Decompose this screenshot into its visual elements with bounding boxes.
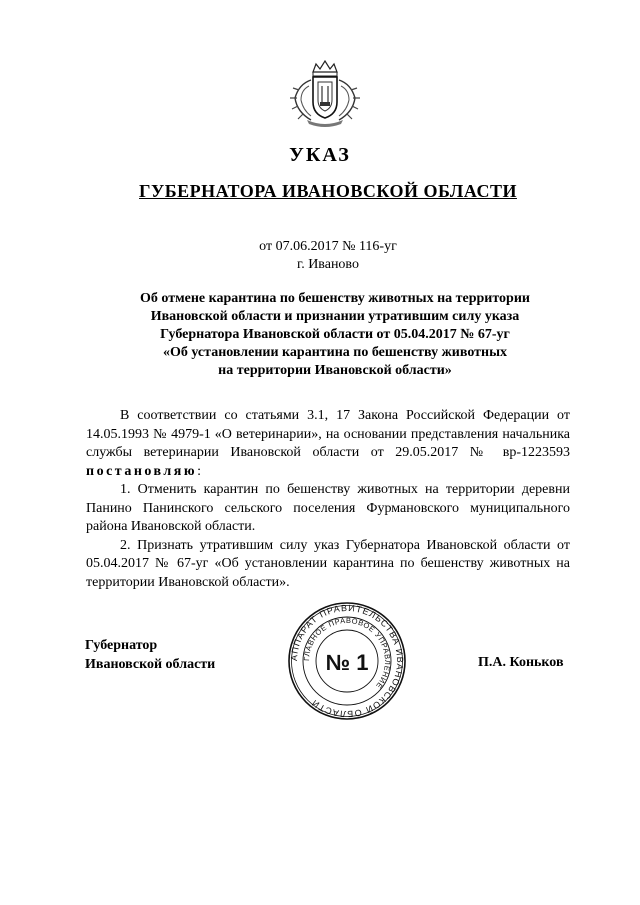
date-number-line: от 07.06.2017 № 116-уг <box>259 239 397 254</box>
document-title: УКАЗ <box>289 144 351 166</box>
heading-line: Губернатора Ивановской области от 05.04.2017 № 67-уг <box>160 327 510 342</box>
date-block <box>0 238 640 274</box>
signatory-name: П.А. Коньков <box>478 655 564 670</box>
decree-body <box>86 407 570 592</box>
decree-keyword: постановляю <box>86 463 198 479</box>
official-seal-icon <box>287 601 407 721</box>
decree-heading <box>85 290 585 380</box>
city-line: г. Иваново <box>297 257 359 272</box>
seal-inner-text: ГЛАВНОЕ ПРАВОВОЕ УПРАВЛЕНИЕ <box>301 615 393 691</box>
signatory-title <box>85 636 215 674</box>
preamble-paragraph <box>86 407 570 481</box>
item-1-paragraph: 1. Отменить карантин по бешенству животных на территории деревни Панино Панинского сельского поселения Фурмановского муниципального района Ивановской области. <box>86 482 570 534</box>
heading-line: «Об установлении карантина по бешенству животных <box>162 345 508 360</box>
preamble-colon: : <box>197 463 201 479</box>
heading-line: Об отмене карантина по бешенству животных на территории <box>140 291 530 306</box>
item-2-paragraph: 2. Признать утратившим силу указ Губернатора Ивановской области от 05.04.2017 № 67-уг «Об установлении карантина по бешенству животных на территории Ивановской области». <box>86 537 570 590</box>
signatory-title-line-2: Ивановской области <box>85 657 216 672</box>
seal-outer-text: АППАРАТ ПРАВИТЕЛЬСТВА ИВАНОВСКОЙ ОБЛАСТИ <box>288 602 406 720</box>
seal-number: № 1 <box>325 650 369 675</box>
heading-line: Ивановской области и признании утратившим силу указа <box>150 309 520 324</box>
document-subtitle: ГУБЕРНАТОРА ИВАНОВСКОЙ ОБЛАСТИ <box>139 181 517 201</box>
coat-of-arms-icon <box>285 58 365 128</box>
preamble-text: В соответствии со статьями 3.1, 17 Закона Российской Федерации от 14.05.1993 № 4979-1 «О ветеринарии», на основании представления начальника службы ветеринарии Ивановской области от 29.05.2017 № вр-1223593 <box>86 408 570 460</box>
signatory-title-line-1: Губернатор <box>85 638 158 653</box>
heading-line: на территории Ивановской области» <box>218 363 452 378</box>
